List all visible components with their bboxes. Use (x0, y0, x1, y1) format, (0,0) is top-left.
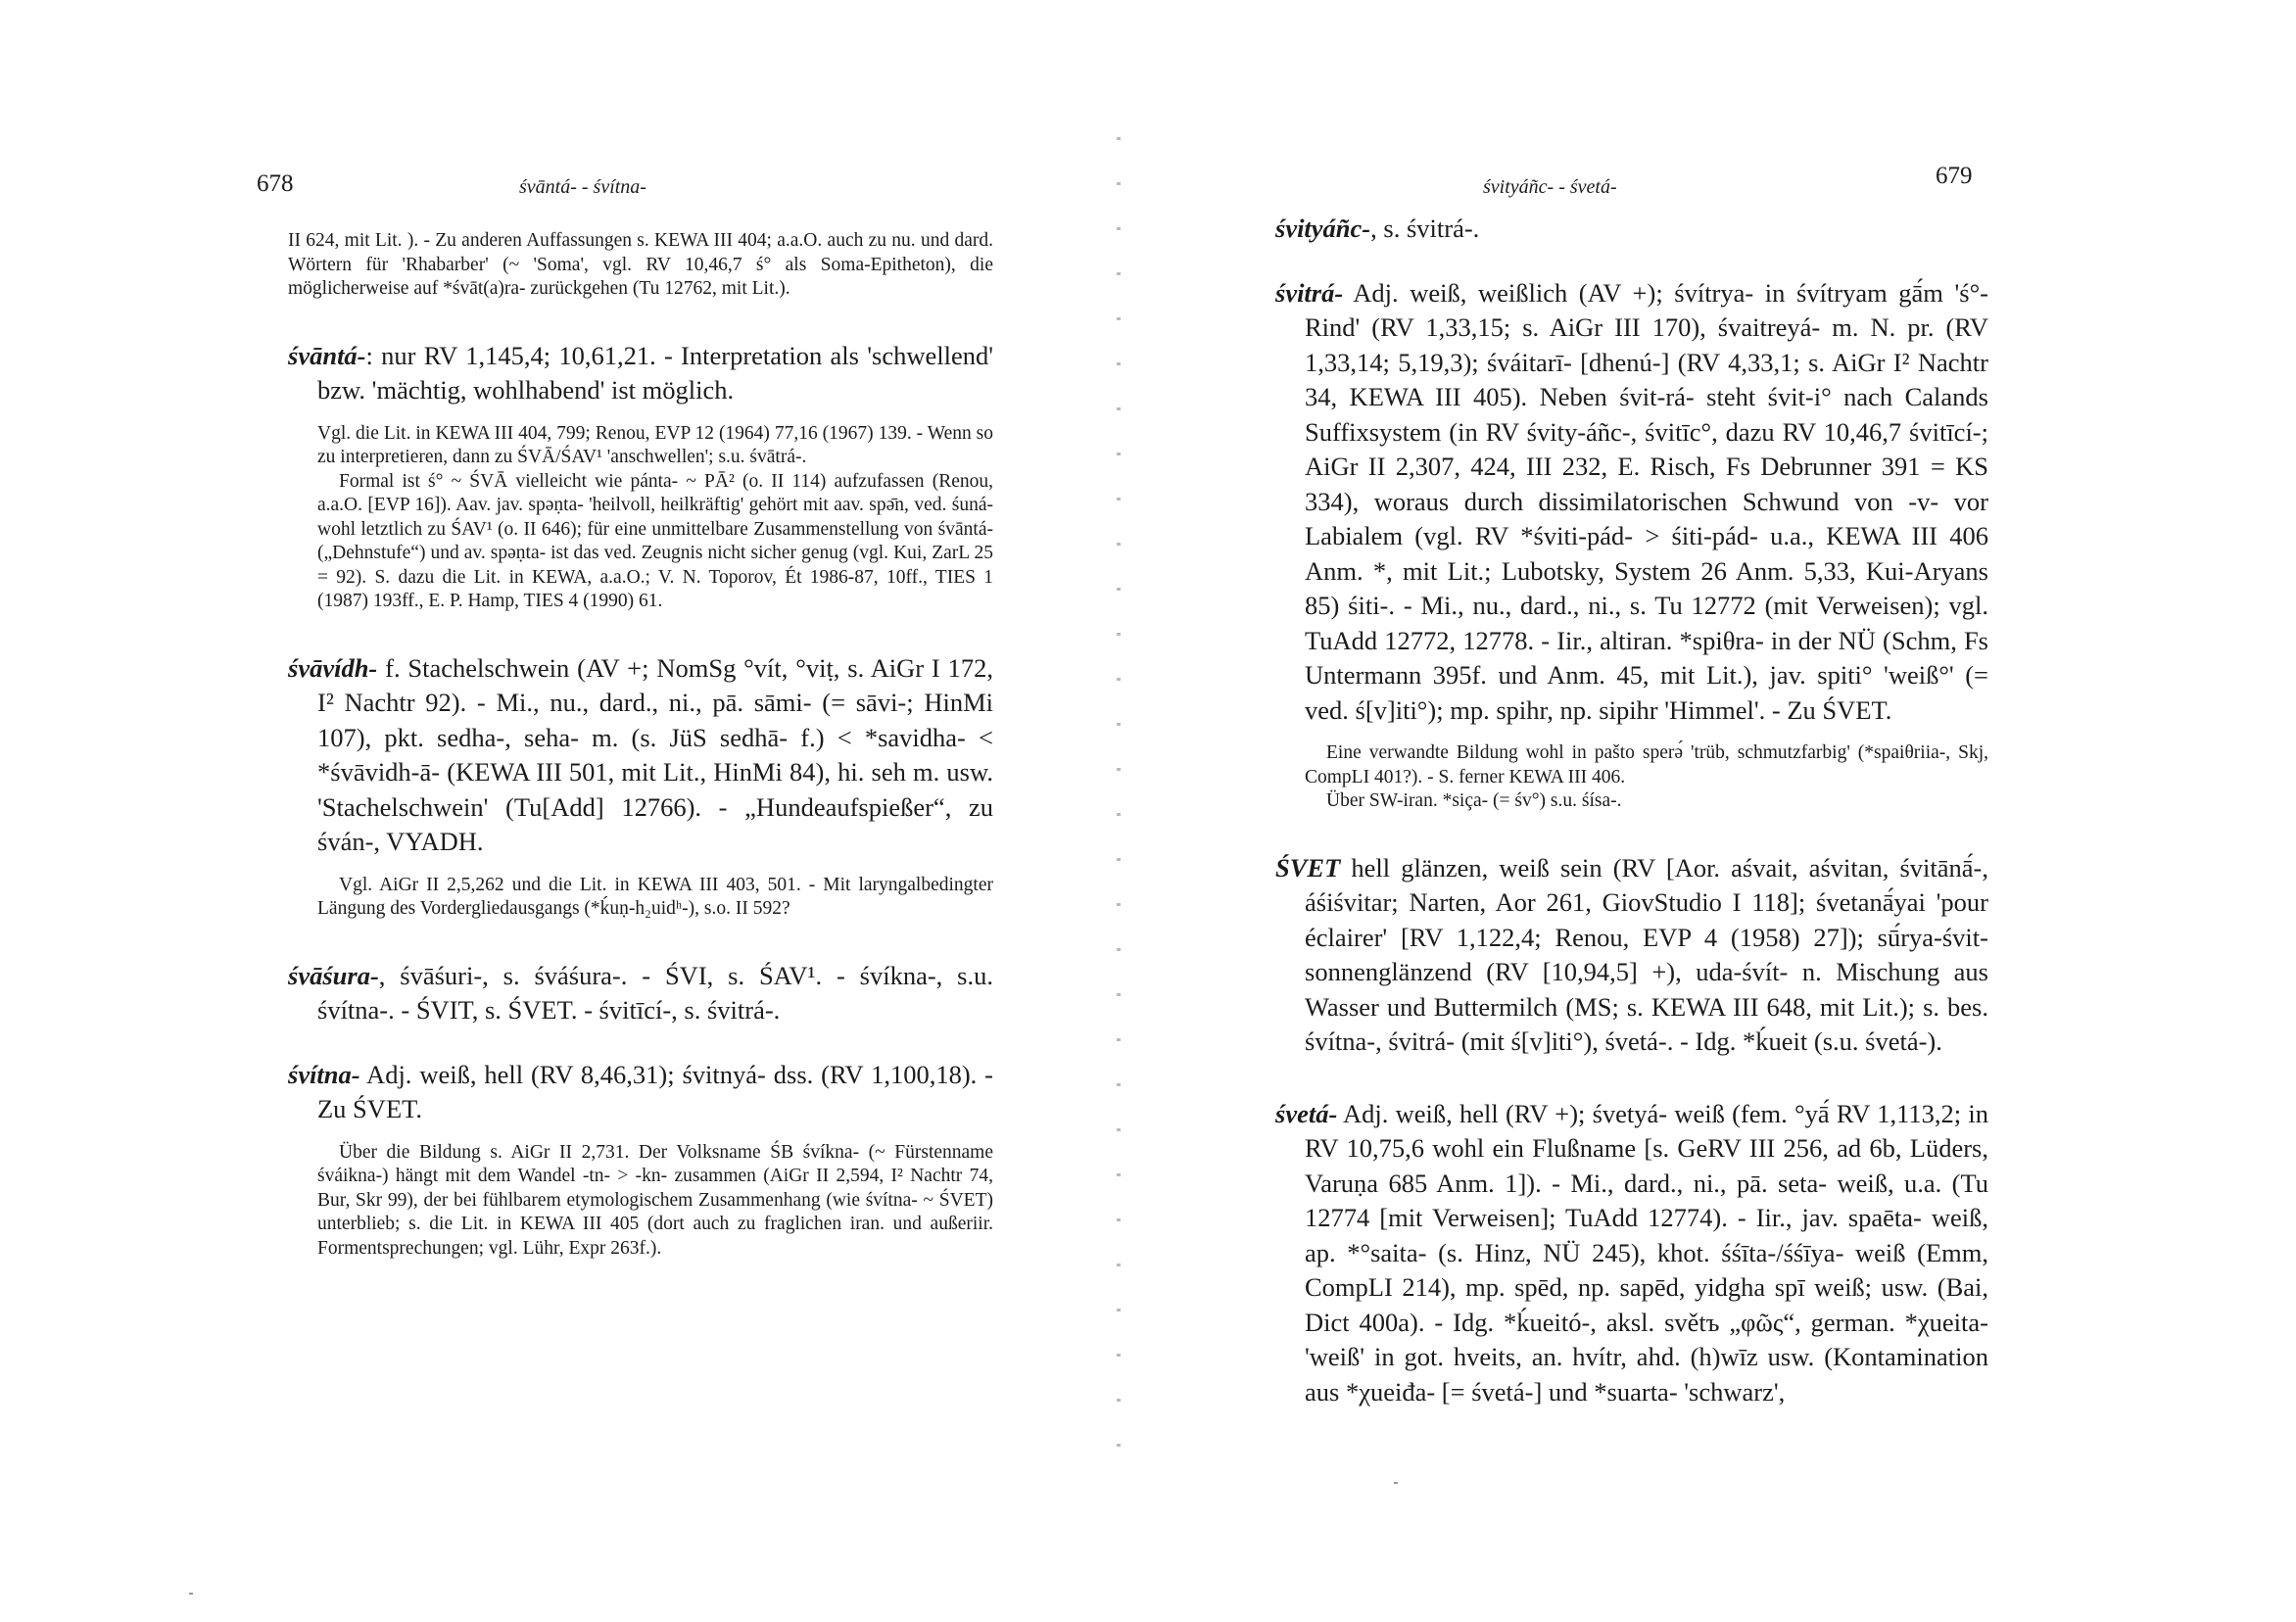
dictionary-entry (1275, 212, 1988, 247)
entry-main (1275, 212, 1988, 247)
headword: śvetá- (1275, 1098, 1338, 1128)
note-paragraph: Vgl. die Lit. in KEWA III 404, 799; Renou, EVP 12 (1964) 77,16 (1967) 139. - Wenn so zu interpretieren, dann zu ŚVĀ/ŚAV¹ 'anschwellen'; s.u. śvātrá-. (317, 422, 993, 467)
entry-main (1275, 276, 1988, 729)
note-paragraph: Über die Bildung s. AiGr II 2,731. Der Volksname ŚB śvíkna- (~ Fürstenname śváikna-) hängt mit dem Wandel -tn- > -kn- zusammen (AiGr II 2,594, I² Nachtr 74, Bur, Skr 99), der bei fühlbarem etymologischem Zusammenhang (wie śvítna- ~ ŚVET) unterblieb; s. die Lit. in KEWA III 405 (dort auch zu fraglichen iran. und außeriir. Formentsprechungen; vgl. Lühr, Expr 263f.). (317, 1141, 993, 1259)
entry-text: f. Stachelschwein (AV +; NomSg °vít, °viṭ, s. AiGr I 172, I² Nachtr 92). - Mi., nu., dard., ni., pā. sāmi- (= sāvi-; HinMi 107), pkt. sedha-, seha- m. (s. JüS sedhā- f.) < *savidha- < *śvāvidh-ā- (KEWA III 501, mit Lit., HinMi 84), hi. seh m. usw. 'Stachelschwein' (Tu[Add] 12766). - „Hundeaufspießer“, zu śván-, VYADH. (317, 652, 993, 856)
dictionary-entry (1275, 276, 1988, 814)
headword: śvityáñc- (1275, 214, 1371, 243)
headword: śvítna- (288, 1059, 360, 1089)
scan-speck (1394, 1482, 1398, 1484)
running-head: śvityáñc- - śvetá- (1483, 176, 1617, 198)
note-paragraph: Vgl. AiGr II 2,5,262 und die Lit. in KEWA III 403, 501. - Mit laryngalbedingter Längung des Vordergliedausgangs (*ḱuṇ-h₂uidʰ-), s.o. II 592? (317, 874, 993, 919)
headword: śvitrá- (1275, 277, 1344, 308)
book-gutter (1117, 137, 1121, 1489)
note-paragraph: Eine verwandte Bildung wohl in pašto sperə́ 'trüb, schmutzfarbig' (*spaiθriia-, Skj, CompLI 401?). - S. ferner KEWA III 406. (1305, 742, 1988, 787)
dictionary-entry (288, 339, 993, 614)
headword: śvāśura- (288, 960, 379, 990)
headword: śvāvídh- (288, 652, 378, 683)
entry-main (1275, 851, 1988, 1060)
dictionary-entry (288, 959, 993, 1028)
continuation-note (288, 229, 993, 302)
page-number: 678 (257, 170, 294, 197)
headword: śvāntá- (288, 340, 366, 370)
entry-text: hell glänzen, weiß sein (RV [Aor. aśvait, aśvitan, śvitānā́-, áśiśvitar; Narten, Aor 261, GiovStudio I 118]; śvetanā́yai 'pour éclairer' [RV 1,122,4; Renou, EVP 4 (1958) 27]); sū́rya-śvit- sonnenglänzend (RV [10,94,5] +), uda-śvít- n. Mischung aus Wasser und Buttermilch (MS; s. KEWA III 648, mit Lit.); s. bes. śvítna-, śvitrá- (mit ś[v]iti°), śvetá-. - Idg. *ḱueit (s.u. śvetá-). (1305, 852, 1988, 1056)
dictionary-entry (288, 1058, 993, 1262)
dictionary-entry (1275, 851, 1988, 1060)
dictionary-entry (1275, 1097, 1988, 1410)
text-column (288, 229, 993, 1261)
entry-notes (288, 1141, 993, 1262)
entry-main (288, 1058, 993, 1127)
entry-text: , s. śvitrá-. (1370, 214, 1480, 243)
entry-main (288, 339, 993, 408)
dictionary-entry (288, 651, 993, 922)
entry-text: Adj. weiß, hell (RV +); śvetyá- weiß (fem. °yā́ RV 1,113,2; in RV 10,75,6 wohl ein Flußname [s. GeRV III 256, ad 6b, Lüders, Varuṇa 685 Anm. 1]). - Mi., dard., ni., pā. seta- weiß, u.a. (Tu 12774 [mit Verweisen]; TuAdd 12774). - Iir., jav. spaēta- weiß, ap. *°saita- (s. Hinz, NÜ 245), khot. śśīta-/śśīya- weiß (Emm, CompLI 214), mp. spēd, np. sapēd, yidgha spī weiß; usw. (Bai, Dict 400a). - Idg. *ḱueitó-, aksl. světъ „φῶς“, german. *χueita- 'weiß' in got. hveits, an. hvítr, ahd. (h)wīz usw. (Kontamination aus *χueiđa- [= śvetá-] und *suarta- 'schwarz', (1305, 1098, 1988, 1407)
note-paragraph: Über SW-iran. *siça- (= śv°) s.u. śísa-. (1326, 790, 1622, 811)
running-head: śvāntá- - śvítna- (519, 176, 646, 198)
entry-text: Adj. weiß, hell (RV 8,46,31); śvitnyá- dss. (RV 1,100,18). - Zu ŚVET. (317, 1059, 993, 1123)
scan-speck (189, 1593, 193, 1595)
text-column (1275, 212, 1988, 1409)
headword: ŚVET (1275, 852, 1341, 883)
entry-text: , śvāśuri-, s. śváśura-. - ŚVI, s. ŚAV¹. - śvíkna-, s.u. śvítna-. - ŚVIT, s. ŚVET. - śvitīcí-, s. śvitrá-. (317, 960, 993, 1025)
entry-main (1275, 1097, 1988, 1410)
entry-main (288, 651, 993, 860)
note-paragraph: II 624, mit Lit. ). - Zu anderen Auffassungen s. KEWA III 404; a.a.O. auch zu nu. und dard. Wörtern für 'Rhabarber' (~ 'Soma', vgl. RV 10,46,7 ś° als Soma-Epitheton), die möglicherweise auf *śvāt(a)ra- zurückgehen (Tu 12762, mit Lit.). (288, 230, 993, 299)
entry-notes (288, 422, 993, 614)
entry-text: : nur RV 1,145,4; 10,61,21. - Interpretation als 'schwellend' bzw. 'mächtig, wohlhabend' ist möglich. (317, 340, 993, 405)
entry-text: Adj. weiß, weißlich (AV +); śvítrya- in śvítryam gā́m 'ś°-Rind' (RV 1,33,15; s. AiGr III 170), śvaitreyá- m. N. pr. (RV 1,33,14; 5,19,3); śváitarī- [dhenú-] (RV 4,33,1; s. AiGr I² Nachtr 34, KEWA III 405). Neben śvit-rá- steht śvit-i° nach Calands Suffixsystem (in RV śvity-áñc-, śvitīc°, dazu RV 10,46,7 śvitīcí-; AiGr II 2,307, 424, III 232, E. Risch, Fs Debrunner 391 = KS 334), woraus durch dissimilatorischen Schwund von -v- vor Labialem (vgl. RV *śviti-pád- > śiti-pád- u.a., KEWA III 406 Anm. *, mit Lit.; Lubotsky, System 26 Anm. 5,33, Kui-Aryans 85) śiti-. - Mi., nu., dard., ni., s. Tu 12772 (mit Verweisen); vgl. TuAdd 12772, 12778. - Iir., altiran. *spiθra- in der NÜ (Schm, Fs Untermann 395f. und Anm. 45, mit Lit.), jav. spiti° 'weiß°' (= ved. ś[v]iti°); mp. spihr, np. sipihr 'Himmel'. - Zu ŚVET. (1305, 277, 1988, 725)
entry-notes (1275, 741, 1988, 814)
entry-main (288, 959, 993, 1028)
entry-notes (288, 874, 993, 922)
page-number: 679 (1936, 163, 1973, 189)
note-paragraph: Formal ist ś° ~ ŚVĀ vielleicht wie pánta- ~ PĀ² (o. II 114) aufzufassen (Renou, a.a.O. [EVP 16]). Aav. jav. spəṇta- 'heilvoll, heilkräftig' gehört mit aav. spə̄n, ved. śuná- wohl letztlich zu ŚAV¹ (o. II 646); für eine unmittelbare Zusammenstellung von śvāntá- („Dehnstufe“) und av. spəṇta- ist das ved. Zeugnis nicht sicher genug (vgl. Kui, ZarL 25 = 92). S. dazu die Lit. in KEWA, a.a.O.; V. N. Toporov, Ét 1986-87, 10ff., TIES 1 (1987) 193ff., E. P. Hamp, TIES 4 (1990) 61. (317, 470, 993, 611)
